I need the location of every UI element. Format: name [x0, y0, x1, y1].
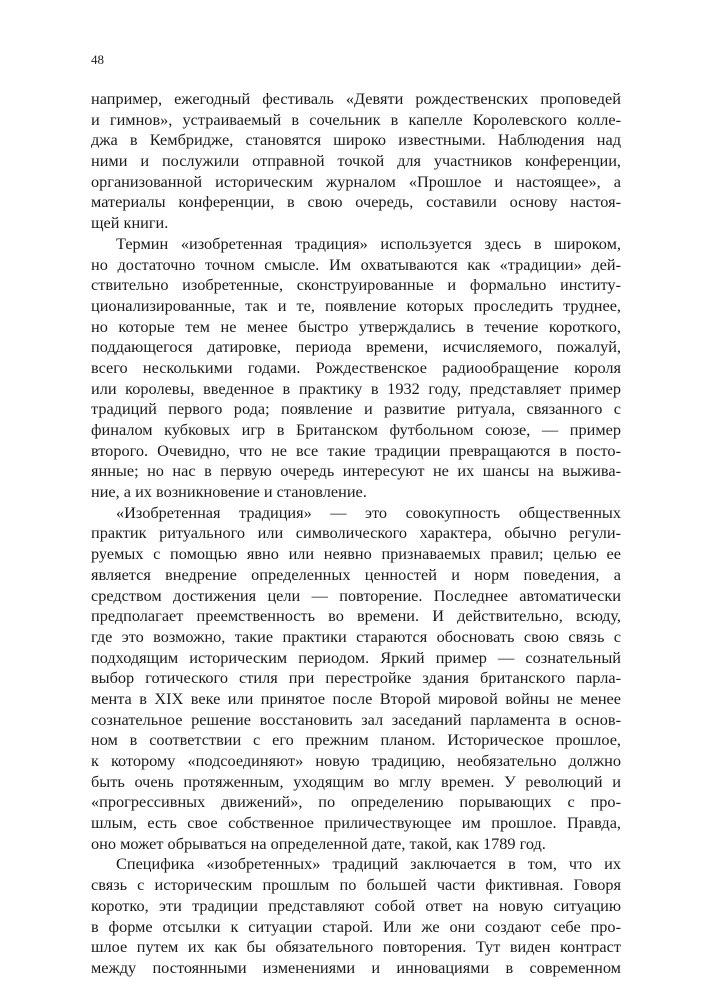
- text-line: связь с историческим прошлым по большей части фиктивная. Говоря: [91, 875, 621, 895]
- text-line: между постоянными изменениями и инновациями в современном: [91, 957, 621, 977]
- page-number: 48: [91, 52, 104, 67]
- text-line: ними и послужили отправной точкой для участников конференции,: [91, 151, 621, 171]
- text-line: материалы конференции, в свою очередь, составили основу настоя-: [91, 192, 621, 212]
- text-line: в форме отсылки к ситуации старой. Или же они создают себе про-: [91, 916, 621, 936]
- text-line: второго. Очевидно, что не все такие традиции превращаются в посто-: [91, 440, 621, 460]
- text-line: ном в соответствии с его прежним планом. Историческое прошлое,: [91, 730, 621, 750]
- text-line: джа в Кембридже, становятся широко известными. Наблюдения над: [91, 130, 621, 150]
- text-line: является внедрение определенных ценностей и норм поведения, а: [91, 564, 621, 584]
- text-line: Термин «изобретенная традиция» используется здесь в широком,: [116, 233, 621, 253]
- text-line: шлым, есть свое собственное приличествующее им прошлое. Правда,: [91, 813, 621, 833]
- text-line: мента в XIX веке или принятое после Второй мировой войны не менее: [91, 688, 621, 708]
- text-line: но которые тем не менее быстро утверждались в течение короткого,: [91, 316, 621, 336]
- text-line: где это возможно, такие практики стараются обосновать свою связь с: [91, 626, 621, 646]
- text-line: Специфика «изобретенных» традиций заключается в том, что их: [116, 854, 621, 874]
- text-line: оно может обрываться на определенной дате, такой, как 1789 год.: [91, 833, 546, 853]
- text-line: ствительно изобретенные, сконструированные и формально институ-: [91, 275, 621, 295]
- text-line: финалом кубковых игр в Британском футбольном союзе, — пример: [91, 420, 621, 439]
- text-line: выбор готического стиля при перестройке здания британского парла-: [91, 668, 621, 688]
- text-line: средством достижения цели — повторение. Последнее автоматически: [91, 585, 621, 605]
- text-line: «прогрессивных движений», по определению порывающих с про-: [91, 792, 621, 812]
- text-line: сознательное решение восстановить зал заседаний парламента в основ-: [91, 709, 621, 729]
- text-line: коротко, эти традиции представляют собой ответ на новую ситуацию: [91, 895, 621, 915]
- text-line: подходящим историческим периодом. Яркий пример — сознательный: [91, 647, 621, 667]
- text-line: к которому «подсоединяют» новую традицию, необязательно должно: [91, 751, 621, 770]
- text-line: янные; но нас в первую очередь интересуют не их шансы на выжива-: [91, 461, 621, 481]
- text-line: или королевы, введенное в практику в 1932 году, представляет пример: [91, 378, 621, 398]
- text-line: быть очень протяженным, уходящим во мглу времен. У революций и: [91, 771, 621, 791]
- text-line: предполагает преемственность во времени. И действительно, всюду,: [91, 606, 621, 626]
- text-line: ние, а их возникновение и становление.: [91, 482, 367, 502]
- text-line: организованной историческим журналом «Прошлое и настоящее», а: [91, 171, 621, 191]
- text-line: но достаточно точном смысле. Им охватываются как «традиции» дей-: [91, 254, 621, 274]
- text-line: всего несколькими годами. Рождественское радиообращение короля: [91, 357, 621, 377]
- text-line: практик ритуального или символического характера, обычно регули-: [91, 523, 621, 543]
- text-line: например, ежегодный фестиваль «Девяти рождественских проповедей: [91, 89, 621, 108]
- text-line: ционализированные, так и те, появление которых проследить труднее,: [91, 295, 621, 315]
- text-line: руемых с помощью явно или неявно признаваемых правил; целью ее: [91, 544, 621, 564]
- text-line: традиций первого рода; появление и развитие ритуала, связанного с: [91, 399, 621, 419]
- text-line: поддающегося датировке, периода времени, исчисляемого, пожалуй,: [91, 337, 621, 357]
- text-line: и гимнов», устраиваемый в сочельник в капелле Королевского колле-: [91, 109, 621, 129]
- body-text: [91, 89, 621, 979]
- text-line: щей книги.: [91, 213, 169, 233]
- text-line: «Изобретенная традиция» — это совокупность общественных: [116, 502, 621, 522]
- text-line: шлое путем их как бы обязательного повторения. Тут виден контраст: [91, 937, 621, 957]
